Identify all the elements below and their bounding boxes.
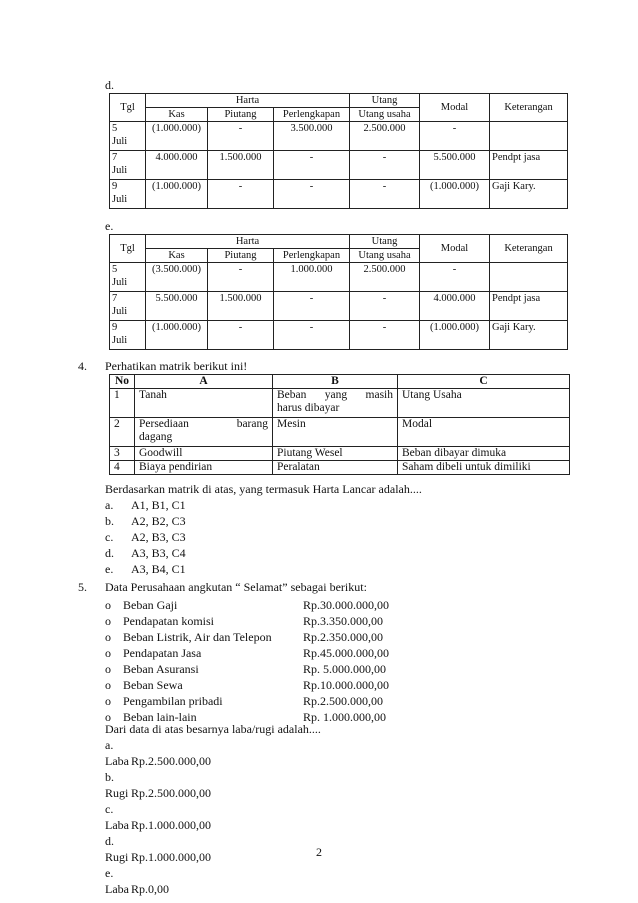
cell-modal: 5.500.000	[420, 151, 490, 180]
cell-kas: (1.000.000)	[146, 180, 208, 209]
page-number: 2	[316, 845, 322, 859]
cell-kas: (1.000.000)	[146, 321, 208, 350]
cell-a: Tanah	[135, 389, 273, 418]
option-e: e. Laba Rp.0,00	[105, 866, 170, 896]
header-perlengkapan: Perlengkapan	[274, 249, 350, 263]
header-utang-usaha: Utang usaha	[350, 108, 420, 122]
cell-b: Peralatan	[273, 461, 398, 475]
list-item: o Pendapatan Jasa Rp.45.000.000,00	[105, 646, 390, 660]
cell-a: Biaya pendirian	[135, 461, 273, 475]
header-c: C	[398, 375, 570, 389]
cell-keterangan	[490, 263, 568, 292]
cell-a: Goodwill	[135, 447, 273, 461]
cell-tgl: 9 Juli	[110, 180, 146, 209]
q5-options	[105, 737, 211, 897]
cell-modal: -	[420, 122, 490, 151]
cell-perlengkapan: -	[274, 180, 350, 209]
header-kas: Kas	[146, 108, 208, 122]
header-utang-usaha: Utang usaha	[350, 249, 420, 263]
table-row	[110, 447, 570, 461]
q4-question: Perhatikan matrik berikut ini!	[105, 359, 248, 373]
table-row	[110, 321, 568, 350]
table-row	[110, 263, 568, 292]
cell-kas: 4.000.000	[146, 151, 208, 180]
header-b: B	[273, 375, 398, 389]
cell-modal: (1.000.000)	[420, 321, 490, 350]
list-item: o Beban Gaji Rp.30.000.000,00	[105, 598, 390, 612]
header-perlengkapan: Perlengkapan	[274, 108, 350, 122]
cell-utang-usaha: -	[350, 292, 420, 321]
q5-prompt: Dari data di atas besarnya laba/rugi adalah....	[105, 722, 321, 736]
cell-keterangan: Pendpt jasa	[490, 151, 568, 180]
table-row	[110, 292, 568, 321]
header-tgl: Tgl	[110, 94, 146, 122]
q4-options	[105, 497, 186, 577]
cell-perlengkapan: -	[274, 292, 350, 321]
table-row	[110, 418, 570, 447]
list-item: o Beban Asuransi Rp. 5.000.000,00	[105, 662, 387, 676]
q4-prompt: Berdasarkan matrik di atas, yang termasuk Harta Lancar adalah....	[105, 482, 422, 496]
cell-b: Mesin	[273, 418, 398, 447]
q5-number: 5.	[78, 580, 87, 594]
table-row	[110, 180, 568, 209]
cell-b: Piutang Wesel	[273, 447, 398, 461]
option-b: b. Rugi Rp.2.500.000,00	[105, 770, 212, 800]
option-a: a. Laba Rp.2.500.000,00	[105, 738, 212, 768]
list-item: o Beban Listrik, Air dan Telepon Rp.2.350.000,00	[105, 630, 384, 644]
q4-number: 4.	[78, 359, 87, 373]
cell-no: 3	[110, 447, 135, 461]
cell-modal: -	[420, 263, 490, 292]
header-modal: Modal	[420, 94, 490, 122]
cell-keterangan: Gaji Kary.	[490, 180, 568, 209]
cell-tgl: 7 Juli	[110, 292, 146, 321]
cell-piutang: -	[208, 321, 274, 350]
cell-c: Saham dibeli untuk dimiliki	[398, 461, 570, 475]
table-row	[110, 122, 568, 151]
header-utang: Utang	[350, 235, 420, 249]
header-piutang: Piutang	[208, 108, 274, 122]
cell-utang-usaha: 2.500.000	[350, 122, 420, 151]
option-c: c. A2, B3, C3	[105, 530, 186, 544]
header-keterangan: Keterangan	[490, 235, 568, 263]
option-b: b. A2, B2, C3	[105, 514, 186, 528]
header-keterangan: Keterangan	[490, 94, 568, 122]
cell-utang-usaha: 2.500.000	[350, 263, 420, 292]
option-d: d. Rugi Rp.1.000.000,00	[105, 834, 212, 864]
cell-utang-usaha: -	[350, 180, 420, 209]
cell-c: Modal	[398, 418, 570, 447]
table-d	[109, 93, 568, 209]
cell-perlengkapan: -	[274, 151, 350, 180]
cell-no: 2	[110, 418, 135, 447]
cell-a: Persediaan barang dagang	[135, 418, 273, 447]
cell-modal: (1.000.000)	[420, 180, 490, 209]
cell-piutang: 1.500.000	[208, 292, 274, 321]
q5-items	[105, 597, 389, 725]
list-item: o Pendapatan komisi Rp.3.350.000,00	[105, 614, 384, 628]
cell-modal: 4.000.000	[420, 292, 490, 321]
cell-no: 4	[110, 461, 135, 475]
cell-piutang: -	[208, 263, 274, 292]
cell-utang-usaha: -	[350, 321, 420, 350]
cell-perlengkapan: 1.000.000	[274, 263, 350, 292]
cell-tgl: 5 Juli	[110, 263, 146, 292]
cell-kas: (1.000.000)	[146, 122, 208, 151]
header-kas: Kas	[146, 249, 208, 263]
cell-utang-usaha: -	[350, 151, 420, 180]
cell-tgl: 5 Juli	[110, 122, 146, 151]
cell-piutang: 1.500.000	[208, 151, 274, 180]
header-no: No	[110, 375, 135, 389]
header-harta: Harta	[146, 235, 350, 249]
cell-c: Beban dibayar dimuka	[398, 447, 570, 461]
cell-tgl: 9 Juli	[110, 321, 146, 350]
cell-tgl: 7 Juli	[110, 151, 146, 180]
cell-b: Beban yang masih harus dibayar	[273, 389, 398, 418]
table-row	[110, 151, 568, 180]
header-modal: Modal	[420, 235, 490, 263]
option-c: c. Laba Rp.1.000.000,00	[105, 802, 212, 832]
cell-kas: (3.500.000)	[146, 263, 208, 292]
option-d: d. A3, B3, C4	[105, 546, 186, 560]
table-e-label: e.	[105, 219, 114, 233]
cell-c: Utang Usaha	[398, 389, 570, 418]
header-piutang: Piutang	[208, 249, 274, 263]
cell-piutang: -	[208, 122, 274, 151]
cell-keterangan: Gaji Kary.	[490, 321, 568, 350]
header-tgl: Tgl	[110, 235, 146, 263]
cell-perlengkapan: -	[274, 321, 350, 350]
cell-piutang: -	[208, 180, 274, 209]
table-d-label: d.	[105, 78, 114, 92]
cell-kas: 5.500.000	[146, 292, 208, 321]
q4-matrix	[109, 374, 570, 475]
cell-keterangan	[490, 122, 568, 151]
list-item: o Pengambilan pribadi Rp.2.500.000,00	[105, 694, 384, 708]
option-a: a. A1, B1, C1	[105, 498, 186, 512]
header-utang: Utang	[350, 94, 420, 108]
table-row	[110, 389, 570, 418]
q5-question: Data Perusahaan angkutan “ Selamat” sebagai berikut:	[105, 580, 367, 594]
cell-perlengkapan: 3.500.000	[274, 122, 350, 151]
header-harta: Harta	[146, 94, 350, 108]
list-item: o Beban Sewa Rp.10.000.000,00	[105, 678, 390, 692]
list-item: o Beban lain-lain Rp. 1.000.000,00	[105, 710, 387, 724]
option-e: e. A3, B4, C1	[105, 562, 186, 576]
cell-keterangan: Pendpt jasa	[490, 292, 568, 321]
header-a: A	[135, 375, 273, 389]
cell-no: 1	[110, 389, 135, 418]
table-row	[110, 461, 570, 475]
table-e	[109, 234, 568, 350]
